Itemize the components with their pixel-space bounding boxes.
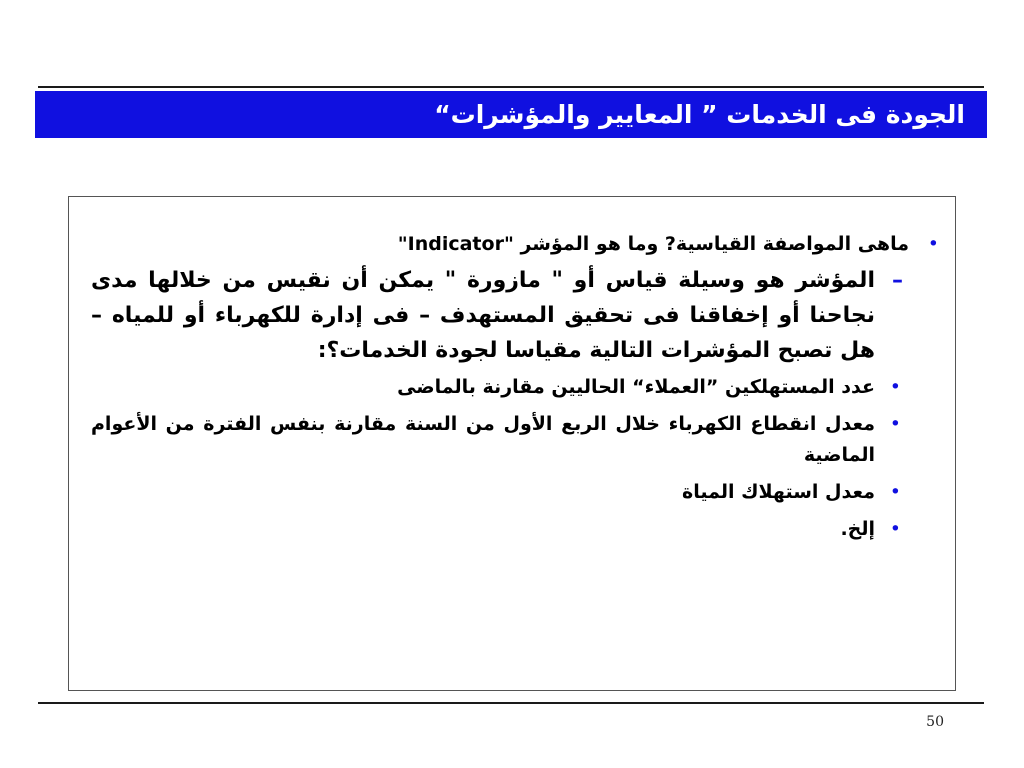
top-divider-line	[38, 86, 984, 88]
title-bar	[35, 91, 987, 138]
slide-title: الجودة فى الخدمات ” المعايير والمؤشرات“	[434, 100, 965, 129]
indicator-text: إلخ.	[840, 518, 875, 540]
definition-item	[91, 263, 939, 368]
indicator-item	[91, 372, 939, 403]
dash-icon: –	[892, 268, 903, 293]
indicator-text: عدد المستهلكين ”العملاء“ الحاليين مقارنة بالماضى	[397, 376, 875, 398]
indicator-item	[91, 477, 939, 508]
indicator-item	[91, 409, 939, 471]
bullet-icon: •	[889, 413, 901, 435]
definition-text: المؤشر هو وسيلة قياس أو " مازورة " يمكن أن نقيس من خلالها مدى نجاحنا أو إخفاقنا فى تحقيق المستهدف – فى إدارة للكهرباء أو للمياه – هل تصبح المؤشرات التالية مقياسا لجودة الخدمات؟:	[91, 268, 875, 363]
indicator-text: معدل استهلاك المياة	[681, 481, 875, 503]
page-number: 50	[926, 714, 944, 730]
indicator-item	[91, 514, 939, 545]
bullet-icon: •	[889, 376, 901, 398]
question-text: ماهى المواصفة القياسية? وما هو المؤشر "Indicator"	[397, 233, 909, 255]
question-bullet	[91, 231, 939, 257]
bullet-icon: •	[927, 233, 939, 255]
content-box	[68, 196, 956, 691]
bullet-list	[91, 231, 939, 551]
bottom-divider-line	[38, 702, 984, 704]
indicator-text: معدل انقطاع الكهرباء خلال الربع الأول من السنة مقارنة بنفس الفترة من الأعوام الماضية	[91, 413, 875, 466]
bullet-icon: •	[889, 518, 901, 540]
bullet-icon: •	[889, 481, 901, 503]
